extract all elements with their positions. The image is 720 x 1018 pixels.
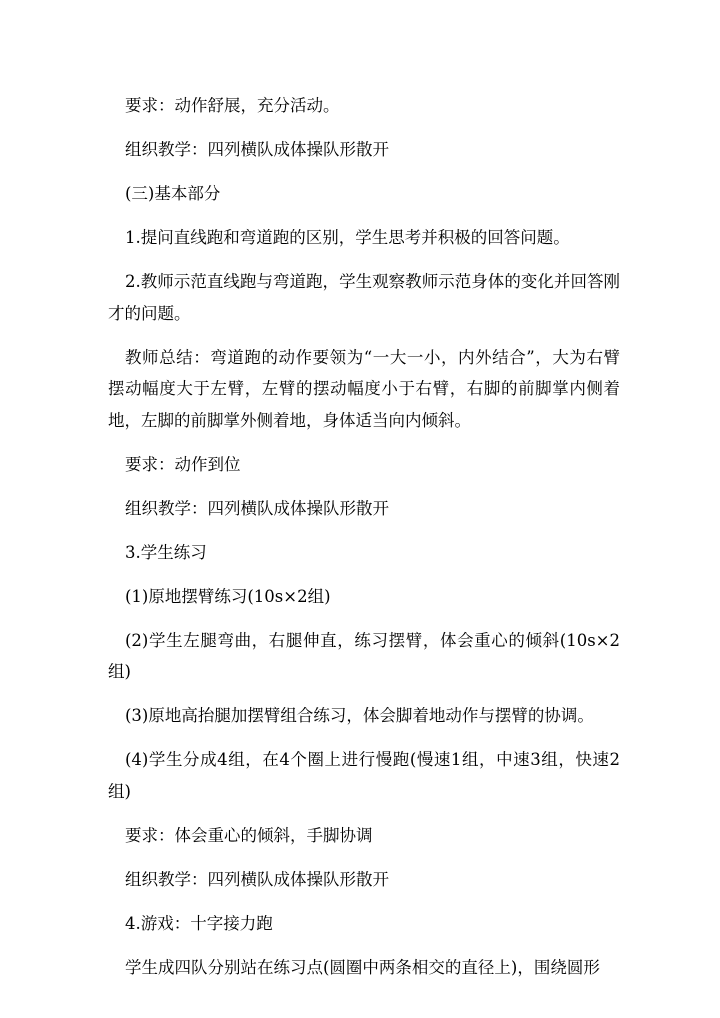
paragraph-teacher-summary: 教师总结：弯道跑的动作要领为“一大一小，内外结合”，大为右臂摆动幅度大于左臂，左臂的摆动幅度小于右臂，右脚的前脚掌内侧着地，左脚的前脚掌外侧着地，身体适当向内倾斜。: [108, 347, 620, 430]
document-body: [108, 90, 620, 996]
paragraph-organization-2: 组织教学：四列横队成体操队形散开: [125, 498, 389, 518]
paragraph-organization-3: 组织教学：四列横队成体操队形散开: [125, 869, 389, 889]
paragraph-practice-2: (2)学生左腿弯曲，右腿伸直，练习摆臂，体会重心的倾斜(10s×2组): [108, 630, 620, 681]
paragraph-practice-4: (4)学生分成4组，在4个圈上进行慢跑(慢速1组，中速3组，快速2组): [108, 750, 620, 801]
paragraph-game-description: 学生成四队分别站在练习点(圆圈中两条相交的直径上)，围绕圆形: [125, 957, 600, 977]
paragraph-section-basic: (三)基本部分: [125, 184, 221, 203]
paragraph-step-1: 1.提问直线跑和弯道跑的区别，学生思考并积极的回答问题。: [125, 228, 570, 247]
paragraph-organization-1: 组织教学：四列横队成体操队形散开: [125, 140, 389, 159]
paragraph-requirement-stretch: 要求：动作舒展，充分活动。: [125, 96, 340, 115]
paragraph-requirement-balance: 要求：体会重心的倾斜，手脚协调: [125, 825, 373, 845]
paragraph-requirement-position: 要求：动作到位: [125, 454, 241, 474]
paragraph-step-3: 3.学生练习: [125, 542, 207, 562]
paragraph-practice-1: (1)原地摆臂练习(10s×2组): [125, 586, 331, 606]
paragraph-practice-3: (3)原地高抬腿加摆臂组合练习，体会脚着地动作与摆臂的协调。: [125, 706, 594, 725]
paragraph-step-4-game: 4.游戏：十字接力跑: [125, 913, 273, 933]
paragraph-step-2: 2.教师示范直线跑与弯道跑，学生观察教师示范身体的变化并回答刚才的问题。: [108, 272, 620, 323]
